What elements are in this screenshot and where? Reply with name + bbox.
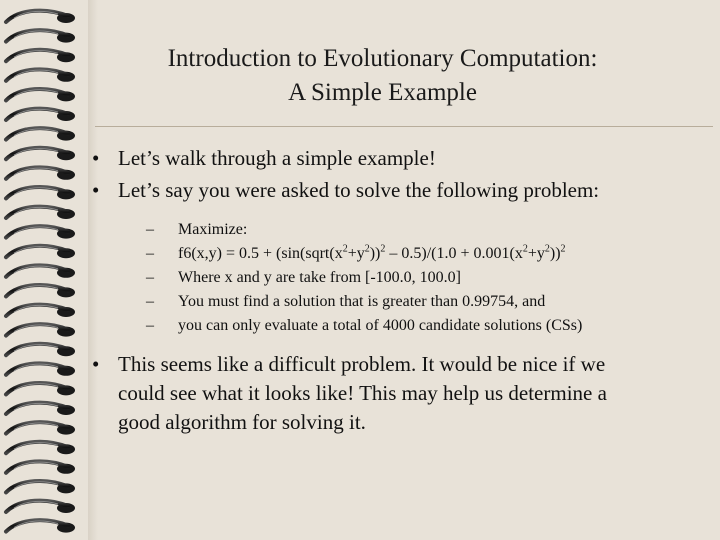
slide-title — [90, 42, 675, 110]
dash-marker: – — [146, 269, 154, 286]
bullet-text-line-3: good algorithm for solving it. — [118, 410, 366, 434]
bullet-text-line-1: This seems like a difficult problem. It would be nice if we — [118, 352, 606, 376]
title-line-1: Introduction to Evolutionary Computation: — [167, 45, 598, 72]
bullet-text: Let’s walk through a simple example! — [118, 146, 436, 170]
sub-bullet-maximize: – Maximize: — [146, 218, 698, 242]
bullet-item — [88, 142, 698, 174]
bullet-item — [88, 174, 698, 206]
dash-marker: – — [146, 221, 154, 238]
bullet-marker: • — [92, 352, 100, 376]
sub-bullet-formula: – $f6(x,y) = 0.5 + (\sin(sqrt(x^2+y^2))^2 - 0.5)/(1.0 + 0.001(x^2+y^2))^2$ — [146, 242, 698, 266]
dash-marker: – — [146, 245, 154, 262]
bullet-marker: • — [92, 146, 100, 170]
notebook-binding — [0, 0, 82, 540]
bullet-text: Let’s say you were asked to solve the following problem: — [118, 178, 600, 202]
sub-bullet-range: – Where x and y are take from [-100.0, 100.0] — [146, 266, 698, 290]
sub-bullet-list — [146, 218, 698, 338]
sub-bullet-target: – You must find a solution that is greater than 0.99754, and — [146, 290, 698, 314]
bullet-marker: • — [92, 178, 100, 202]
bullet-text-line-2: could see what it looks like! This may help us determine a — [118, 381, 607, 405]
title-line-2: A Simple Example — [288, 79, 477, 106]
dash-marker: – — [146, 317, 154, 334]
title-divider — [95, 126, 713, 127]
bullet-item — [88, 350, 698, 437]
bullet-list — [88, 142, 698, 437]
dash-marker: – — [146, 293, 154, 310]
sub-bullet-limit: – you can only evaluate a total of 4000 candidate solutions (CSs) — [146, 314, 698, 338]
